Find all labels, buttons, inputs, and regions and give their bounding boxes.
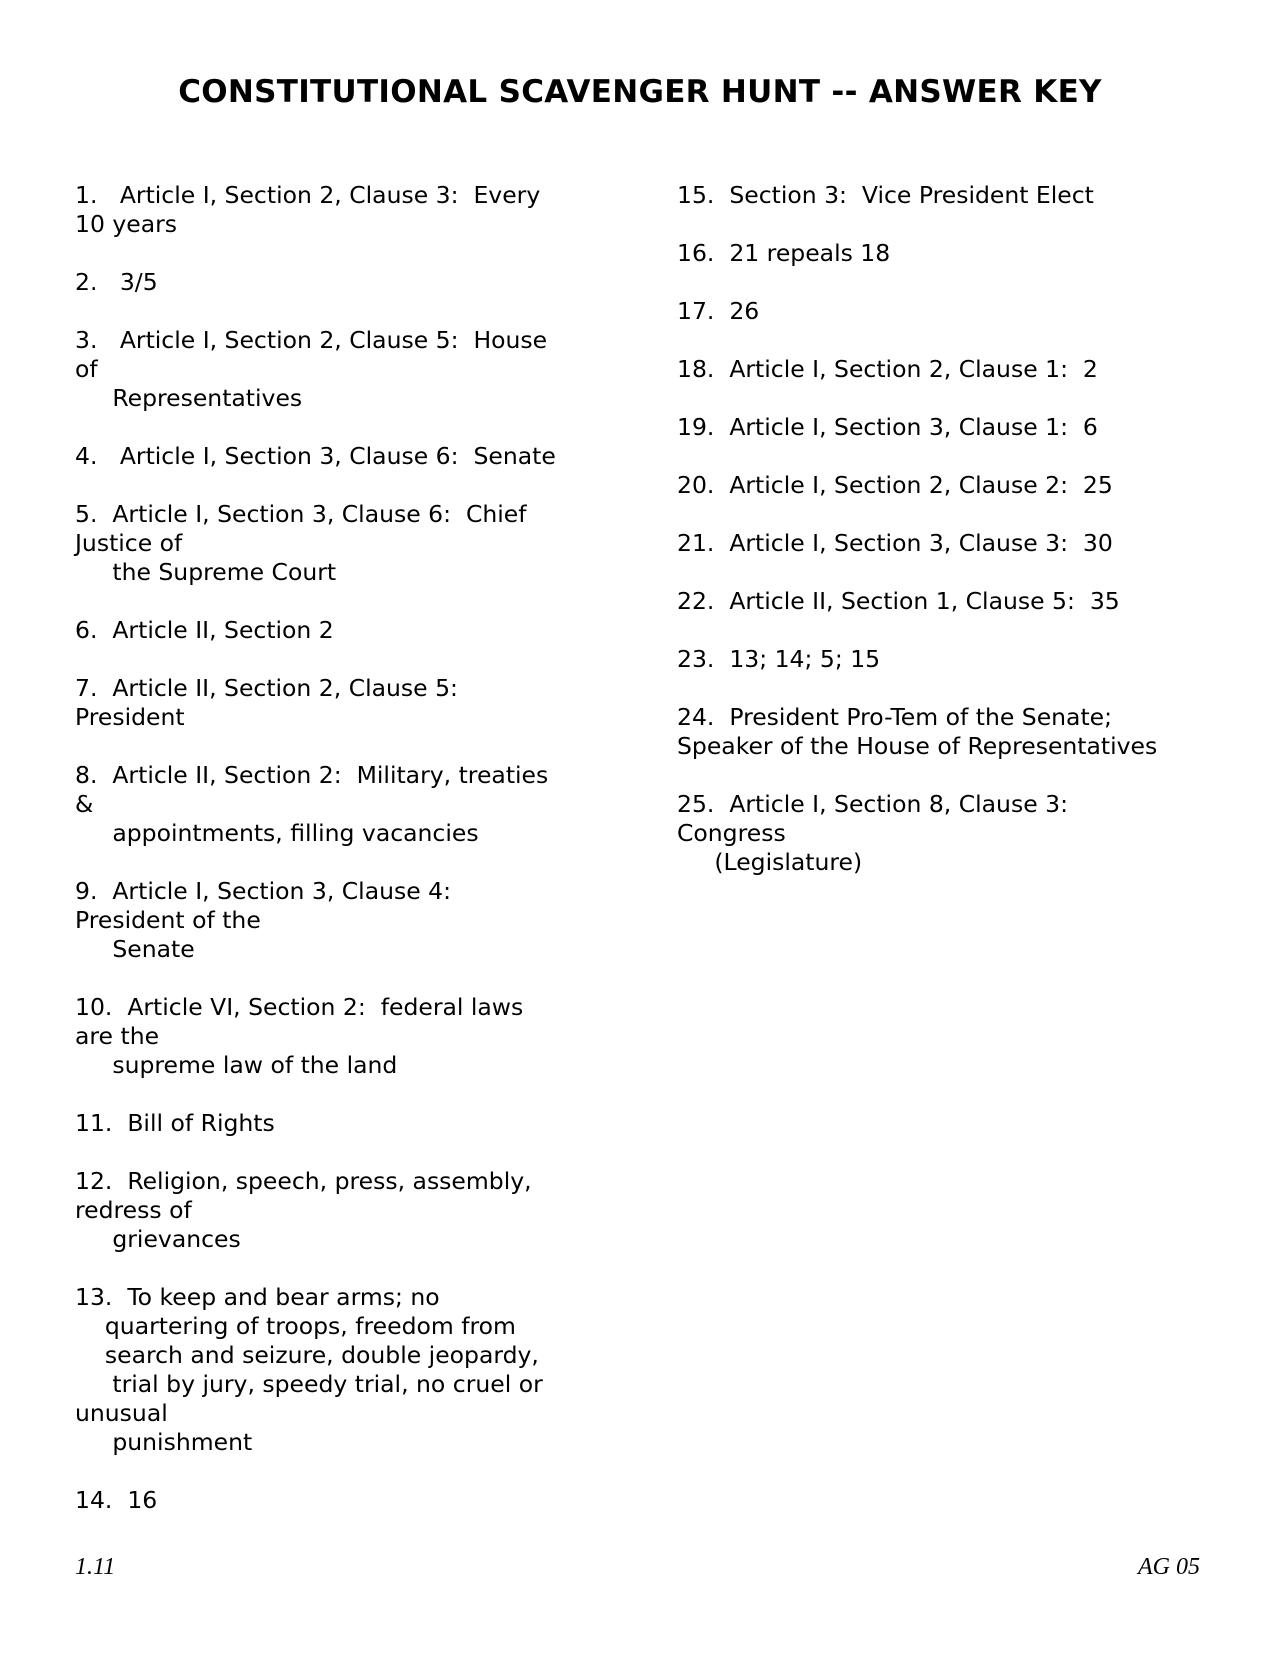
answer-line: 2. 3/5	[75, 268, 158, 296]
answer-line: punishment	[75, 1428, 253, 1456]
answer-line: 3. Article I, Section 2, Clause 5: House	[75, 326, 548, 354]
answer-item	[75, 993, 595, 1080]
answer-item	[75, 1486, 595, 1515]
answer-item	[677, 587, 1217, 616]
answer-line: unusual	[75, 1399, 168, 1427]
answer-item	[75, 268, 595, 297]
answer-line: 9. Article I, Section 3, Clause 4:	[75, 877, 452, 905]
answer-line: Representatives	[75, 384, 303, 412]
answer-item	[75, 181, 595, 239]
answer-item	[677, 239, 1217, 268]
answer-line: grievances	[75, 1225, 241, 1253]
answer-item	[677, 645, 1217, 674]
answer-column-left	[75, 181, 595, 1544]
answer-line: 16. 21 repeals 18	[677, 239, 891, 267]
answer-line: 10 years	[75, 210, 178, 238]
answer-line: 12. Religion, speech, press, assembly,	[75, 1167, 532, 1195]
answer-item	[75, 1167, 595, 1254]
answer-item	[75, 500, 595, 587]
answer-line: redress of	[75, 1196, 192, 1224]
answer-line: 15. Section 3: Vice President Elect	[677, 181, 1094, 209]
answer-line: 8. Article II, Section 2: Military, treaties	[75, 761, 549, 789]
answer-line: 18. Article I, Section 2, Clause 1: 2	[677, 355, 1098, 383]
answer-line: Justice of	[75, 529, 183, 557]
answer-item	[677, 413, 1217, 442]
answer-line: 10. Article VI, Section 2: federal laws	[75, 993, 524, 1021]
answer-item	[677, 529, 1217, 558]
answer-line: search and seizure, double jeopardy,	[75, 1341, 539, 1369]
answer-line: 19. Article I, Section 3, Clause 1: 6	[677, 413, 1098, 441]
answer-item	[677, 181, 1217, 210]
answer-line: of	[75, 355, 98, 383]
answer-item	[75, 674, 595, 732]
footer-code: AG 05	[1138, 1554, 1200, 1580]
answer-line: 4. Article I, Section 3, Clause 6: Senate	[75, 442, 556, 470]
answer-item	[75, 877, 595, 964]
page-title: CONSTITUTIONAL SCAVENGER HUNT -- ANSWER KEY	[178, 74, 1102, 110]
answer-line: are the	[75, 1022, 160, 1050]
answer-item	[75, 442, 595, 471]
answer-line: 1. Article I, Section 2, Clause 3: Every	[75, 181, 541, 209]
answer-line: Senate	[75, 935, 195, 963]
answer-line: 25. Article I, Section 8, Clause 3:	[677, 790, 1068, 818]
answer-line: quartering of troops, freedom from	[75, 1312, 516, 1340]
answer-item	[677, 297, 1217, 326]
answer-line: trial by jury, speedy trial, no cruel or	[75, 1370, 543, 1398]
answer-item	[677, 471, 1217, 500]
answer-line: 24. President Pro-Tem of the Senate;	[677, 703, 1113, 731]
answer-line: 11. Bill of Rights	[75, 1109, 275, 1137]
answer-line: 17. 26	[677, 297, 760, 325]
answer-item	[75, 326, 595, 413]
answer-line: appointments, filling vacancies	[75, 819, 479, 847]
answer-line: 13. To keep and bear arms; no	[75, 1283, 440, 1311]
answer-line: Congress	[677, 819, 786, 847]
answer-item	[677, 790, 1217, 877]
answer-line: the Supreme Court	[75, 558, 337, 586]
answer-line: President	[75, 703, 185, 731]
answer-line: Speaker of the House of Representatives	[677, 732, 1158, 760]
answer-item	[75, 761, 595, 848]
answer-line: 7. Article II, Section 2, Clause 5:	[75, 674, 458, 702]
answer-line: supreme law of the land	[75, 1051, 398, 1079]
answer-item	[75, 1283, 595, 1457]
answer-line: 22. Article II, Section 1, Clause 5: 35	[677, 587, 1120, 615]
answer-line: (Legislature)	[677, 848, 863, 876]
answer-line: 23. 13; 14; 5; 15	[677, 645, 881, 673]
answer-line: 14. 16	[75, 1486, 158, 1514]
answer-item	[677, 355, 1217, 384]
answer-line: 6. Article II, Section 2	[75, 616, 334, 644]
footer-page-number: 1.11	[75, 1554, 116, 1580]
answer-column-right	[677, 181, 1217, 906]
answer-item	[75, 1109, 595, 1138]
answer-line: 21. Article I, Section 3, Clause 3: 30	[677, 529, 1113, 557]
answer-line: 20. Article I, Section 2, Clause 2: 25	[677, 471, 1113, 499]
answer-line: President of the	[75, 906, 261, 934]
answer-item	[677, 703, 1217, 761]
answer-item	[75, 616, 595, 645]
answer-line: 5. Article I, Section 3, Clause 6: Chief	[75, 500, 527, 528]
answer-line: &	[75, 790, 94, 818]
